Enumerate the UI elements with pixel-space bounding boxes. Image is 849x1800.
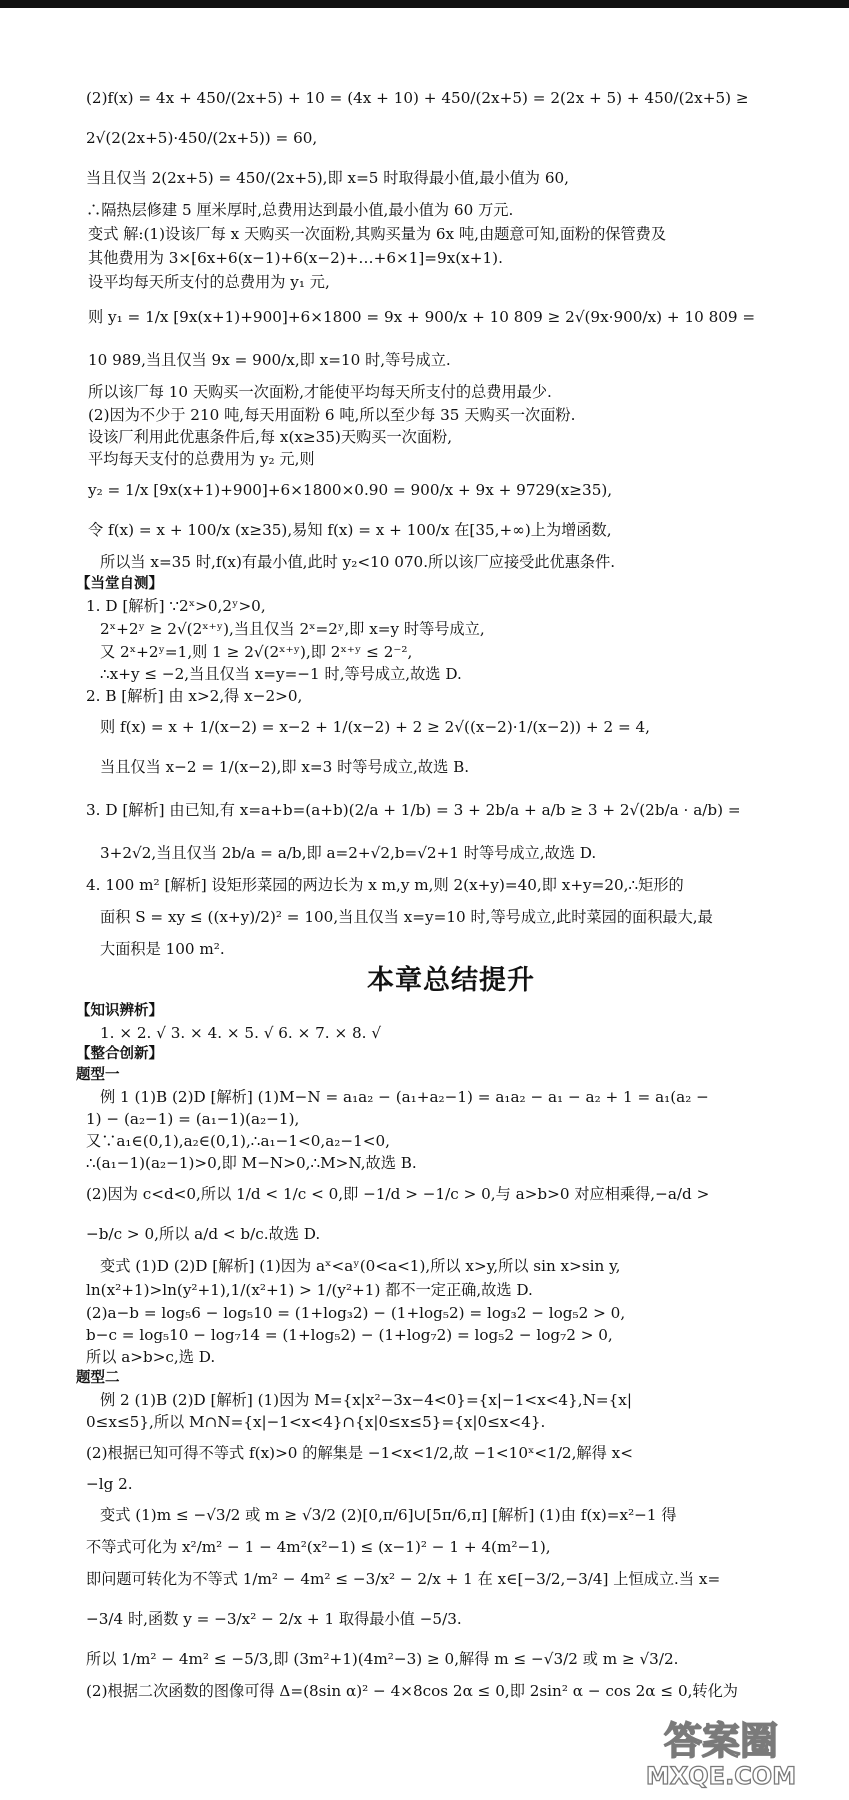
text-line: ln(x²+1)>ln(y²+1),1/(x²+1) > 1/(y²+1) 都不一定正确,故选 D. (86, 1281, 533, 1299)
text-line: 则 y₁ = 1/x [9x(x+1)+900]+6×1800 = 9x + 900/x + 10 809 ≥ 2√(9x·900/x) + 10 809 = (88, 308, 756, 326)
text-line: (2)a−b = log₅6 − log₅10 = (1+log₃2) − (1+log₅2) = log₃2 − log₅2 > 0, (86, 1304, 626, 1322)
text-line: 又∵a₁∈(0,1),a₂∈(0,1),∴a₁−1<0,a₂−1<0, (86, 1132, 390, 1150)
text-line: 大面积是 100 m². (100, 940, 225, 958)
text-line: 变式 (1)m ≤ −√3/2 或 m ≥ √3/2 (2)[0,π/6]∪[5π/6,π] [解析] (1)由 f(x)=x²−1 得 (100, 1506, 677, 1524)
section-heading-integration: 【整合创新】 (76, 1046, 163, 1062)
text-line: 令 f(x) = x + 100/x (x≥35),易知 f(x) = x + 100/x 在[35,+∞)上为增函数, (88, 521, 612, 539)
text-line: ∴(a₁−1)(a₂−1)>0,即 M−N>0,∴M>N,故选 B. (86, 1154, 417, 1172)
text-line: (2)因为 c<d<0,所以 1/d < 1/c < 0,即 −1/d > −1/c > 0,与 a>b>0 对应相乘得,−a/d > (86, 1185, 710, 1203)
text-line: ∴x+y ≤ −2,当且仅当 x=y=−1 时,等号成立,故选 D. (100, 665, 462, 683)
section-heading-knowledge: 【知识辨析】 (76, 1003, 163, 1019)
problem-type-heading: 题型二 (76, 1370, 120, 1386)
text-line: 所以 a>b>c,选 D. (86, 1348, 216, 1366)
text-line: ∴隔热层修建 5 厘米厚时,总费用达到最小值,最小值为 60 万元. (86, 201, 514, 219)
text-line: −b/c > 0,所以 a/d < b/c.故选 D. (86, 1225, 321, 1243)
text-line: 平均每天支付的总费用为 y₂ 元,则 (88, 450, 315, 468)
watermark-logo-text: 答案圈 (663, 1719, 779, 1763)
site-watermark (605, 1718, 837, 1790)
text-line: 又 2ˣ+2ʸ=1,则 1 ≥ 2√(2ˣ⁺ʸ),即 2ˣ⁺ʸ ≤ 2⁻², (100, 643, 413, 661)
text-line: 不等式可化为 x²/m² − 1 − 4m²(x²−1) ≤ (x−1)² − 1 + 4(m²−1), (86, 1538, 551, 1556)
section-heading-self-test: 【当堂自测】 (76, 576, 163, 592)
text-line: 0≤x≤5},所以 M∩N={x|−1<x<4}∩{x|0≤x≤5}={x|0≤x<4}. (86, 1413, 546, 1431)
watermark-url-text: MXQE.COM (645, 1762, 797, 1790)
text-line: 所以当 x=35 时,f(x)有最小值,此时 y₂<10 070.所以该厂应接受此优惠条件. (100, 553, 616, 571)
watermark-graphic (605, 1718, 837, 1790)
text-line: 1) − (a₂−1) = (a₁−1)(a₂−1), (86, 1110, 300, 1128)
text-line: 1. × 2. √ 3. × 4. × 5. √ 6. × 7. × 8. √ (100, 1024, 381, 1042)
text-line: 所以该厂每 10 天购买一次面粉,才能使平均每天所支付的总费用最少. (88, 383, 552, 401)
text-line: 所以 1/m² − 4m² ≤ −5/3,即 (3m²+1)(4m²−3) ≥ 0,解得 m ≤ −√3/2 或 m ≥ √3/2. (86, 1650, 679, 1668)
text-line: −3/4 时,函数 y = −3/x² − 2/x + 1 取得最小值 −5/3. (86, 1610, 462, 1628)
problem-type-heading: 题型一 (76, 1067, 120, 1083)
text-line: 3+2√2,当且仅当 2b/a = a/b,即 a=2+√2,b=√2+1 时等号成立,故选 D. (100, 844, 597, 862)
text-line: 2√(2(2x+5)·450/(2x+5)) = 60, (86, 129, 318, 147)
text-line: 1. D [解析] ∵2ˣ>0,2ʸ>0, (86, 597, 266, 615)
text-line: (2)因为不少于 210 吨,每天用面粉 6 吨,所以至少每 35 天购买一次面粉. (88, 406, 576, 424)
text-line: b−c = log₅10 − log₇14 = (1+log₅2) − (1+log₇2) = log₅2 − log₇2 > 0, (86, 1326, 613, 1344)
text-line: 其他费用为 3×[6x+6(x−1)+6(x−2)+…+6×1]=9x(x+1). (88, 249, 503, 267)
text-line: 10 989,当且仅当 9x = 900/x,即 x=10 时,等号成立. (88, 351, 451, 369)
chapter-title: 本章总结提升 (367, 965, 535, 996)
top-edge-band (0, 0, 849, 8)
text-line: 设平均每天所支付的总费用为 y₁ 元, (88, 273, 330, 291)
text-line: 设该厂利用此优惠条件后,每 x(x≥35)天购买一次面粉, (88, 428, 453, 446)
text-line: (2)f(x) = 4x + 450/(2x+5) + 10 = (4x + 10) + 450/(2x+5) = 2(2x + 5) + 450/(2x+5) ≥ (86, 89, 749, 107)
text-line: 例 2 (1)B (2)D [解析] (1)因为 M={x|x²−3x−4<0}={x|−1<x<4},N={x| (100, 1391, 632, 1409)
text-line: −lg 2. (86, 1475, 133, 1493)
text-line: 当且仅当 2(2x+5) = 450/(2x+5),即 x=5 时取得最小值,最小值为 60, (86, 169, 569, 187)
text-line: 面积 S = xy ≤ ((x+y)/2)² = 100,当且仅当 x=y=10 时,等号成立,此时菜园的面积最大,最 (100, 908, 713, 926)
text-line: 变式 (1)D (2)D [解析] (1)因为 aˣ<aʸ(0<a<1),所以 x>y,所以 sin x>sin y, (100, 1257, 621, 1275)
answer-text-body (76, 78, 816, 1703)
text-line: 4. 100 m² [解析] 设矩形菜园的两边长为 x m,y m,则 2(x+y)=40,即 x+y=20,∴矩形的 (86, 876, 684, 894)
text-line: 3. D [解析] 由已知,有 x=a+b=(a+b)(2/a + 1/b) = 3 + 2b/a + a/b ≥ 3 + 2√(2b/a · a/b) = (86, 801, 741, 819)
text-line: 2. B [解析] 由 x>2,得 x−2>0, (86, 687, 303, 705)
text-line: (2)根据二次函数的图像可得 Δ=(8sin α)² − 4×8cos 2α ≤ 0,即 2sin² α − cos 2α ≤ 0,转化为 (86, 1682, 738, 1700)
text-line: 即问题可转化为不等式 1/m² − 4m² ≤ −3/x² − 2/x + 1 在 x∈[−3/2,−3/4] 上恒成立.当 x= (86, 1570, 721, 1588)
text-line: 例 1 (1)B (2)D [解析] (1)M−N = a₁a₂ − (a₁+a₂−1) = a₁a₂ − a₁ − a₂ + 1 = a₁(a₂ − (100, 1088, 709, 1106)
text-line: 则 f(x) = x + 1/(x−2) = x−2 + 1/(x−2) + 2 ≥ 2√((x−2)·1/(x−2)) + 2 = 4, (100, 718, 651, 736)
text-line: (2)根据已知可得不等式 f(x)>0 的解集是 −1<x<1/2,故 −1<10ˣ<1/2,解得 x< (86, 1444, 633, 1462)
text-line: 变式 解:(1)设该厂每 x 天购买一次面粉,其购买量为 6x 吨,由题意可知,面粉的保管费及 (88, 225, 667, 243)
text-line: y₂ = 1/x [9x(x+1)+900]+6×1800×0.90 = 900/x + 9x + 9729(x≥35), (88, 481, 613, 499)
text-line: 当且仅当 x−2 = 1/(x−2),即 x=3 时等号成立,故选 B. (100, 758, 470, 776)
text-line: 2ˣ+2ʸ ≥ 2√(2ˣ⁺ʸ),当且仅当 2ˣ=2ʸ,即 x=y 时等号成立, (100, 620, 485, 638)
